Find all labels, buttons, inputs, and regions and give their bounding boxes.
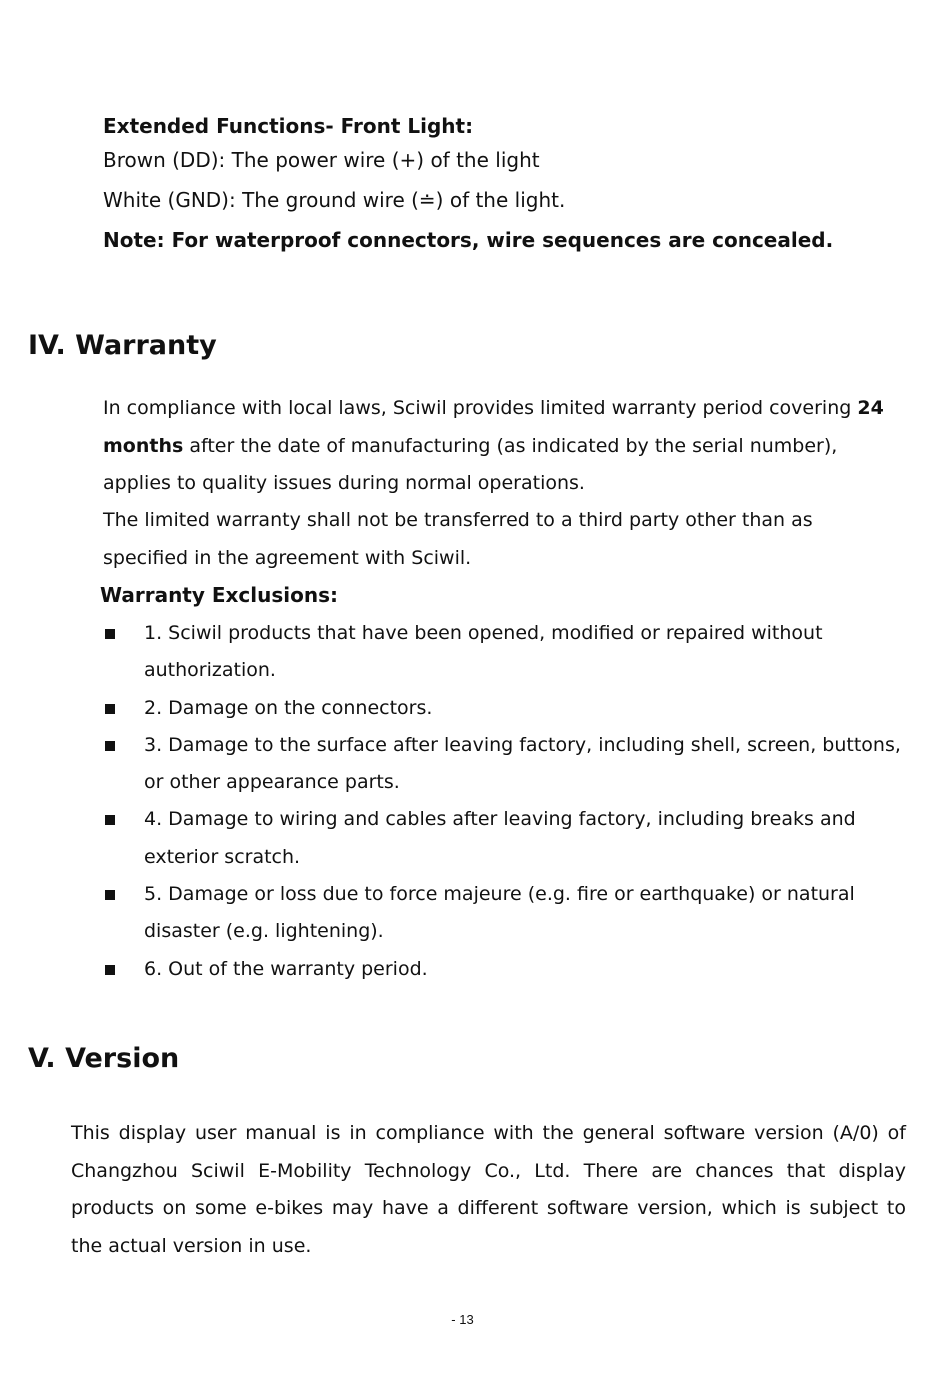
warranty-text-end: after the date of manufacturing (as indicated by the serial number), applies to quality issues during normal operations. bbox=[103, 434, 838, 494]
exclusion-item bbox=[103, 876, 903, 951]
exclusion-item bbox=[103, 727, 903, 802]
square-bullet-icon bbox=[105, 965, 115, 975]
warranty-paragraph-2: The limited warranty shall not be transferred to a third party other than as specified in the agreement with Sciwil. bbox=[103, 509, 813, 569]
exclusion-text: 6. Out of the warranty period. bbox=[144, 957, 428, 980]
exclusion-text: 4. Damage to wiring and cables after leaving factory, including breaks and exterior scratch. bbox=[144, 808, 856, 868]
warranty-text-start: In compliance with local laws, Sciwil provides limited warranty period covering bbox=[103, 397, 858, 419]
square-bullet-icon bbox=[105, 815, 115, 825]
exclusion-item bbox=[103, 801, 903, 876]
version-paragraph: This display user manual is in compliance with the general software version (A/0) of Changzhou Sciwil E-Mobility Technology Co., Ltd. There are chances that display products on some e-bikes may have a different software version, which is subject to the actual version in use. bbox=[71, 1122, 906, 1257]
exclusion-item bbox=[103, 951, 903, 988]
version-title: V. Version bbox=[28, 1043, 180, 1074]
warranty-period: 24 months bbox=[103, 397, 884, 457]
exclusion-item bbox=[103, 615, 903, 690]
exclusion-text: 1. Sciwil products that have been opened, modified or repaired without authorization. bbox=[144, 622, 823, 682]
square-bullet-icon bbox=[105, 890, 115, 900]
square-bullet-icon bbox=[105, 629, 115, 639]
exclusion-text: 5. Damage or loss due to force majeure (e.g. fire or earthquake) or natural disaster (e.g. lightening). bbox=[144, 883, 855, 943]
warranty-exclusions-title: Warranty Exclusions: bbox=[100, 583, 339, 607]
front-light-heading: Extended Functions- Front Light: bbox=[103, 114, 474, 138]
warranty-paragraph-1 bbox=[103, 390, 893, 503]
brown-wire-line: Brown (DD): The power wire (+) of the light bbox=[103, 148, 540, 172]
warranty-exclusions-list bbox=[103, 615, 903, 988]
square-bullet-icon bbox=[105, 704, 115, 714]
waterproof-note: Note: For waterproof connectors, wire sequences are concealed. bbox=[103, 228, 834, 252]
page-number: - 13 bbox=[451, 1312, 474, 1327]
exclusion-item bbox=[103, 690, 903, 727]
exclusion-text: 2. Damage on the connectors. bbox=[144, 696, 433, 719]
warranty-title: IV. Warranty bbox=[28, 330, 217, 361]
white-wire-line: White (GND): The ground wire (≐) of the light. bbox=[103, 188, 566, 212]
exclusion-text: 3. Damage to the surface after leaving factory, including shell, screen, buttons, or other appearance parts. bbox=[144, 733, 901, 794]
square-bullet-icon bbox=[105, 741, 115, 751]
